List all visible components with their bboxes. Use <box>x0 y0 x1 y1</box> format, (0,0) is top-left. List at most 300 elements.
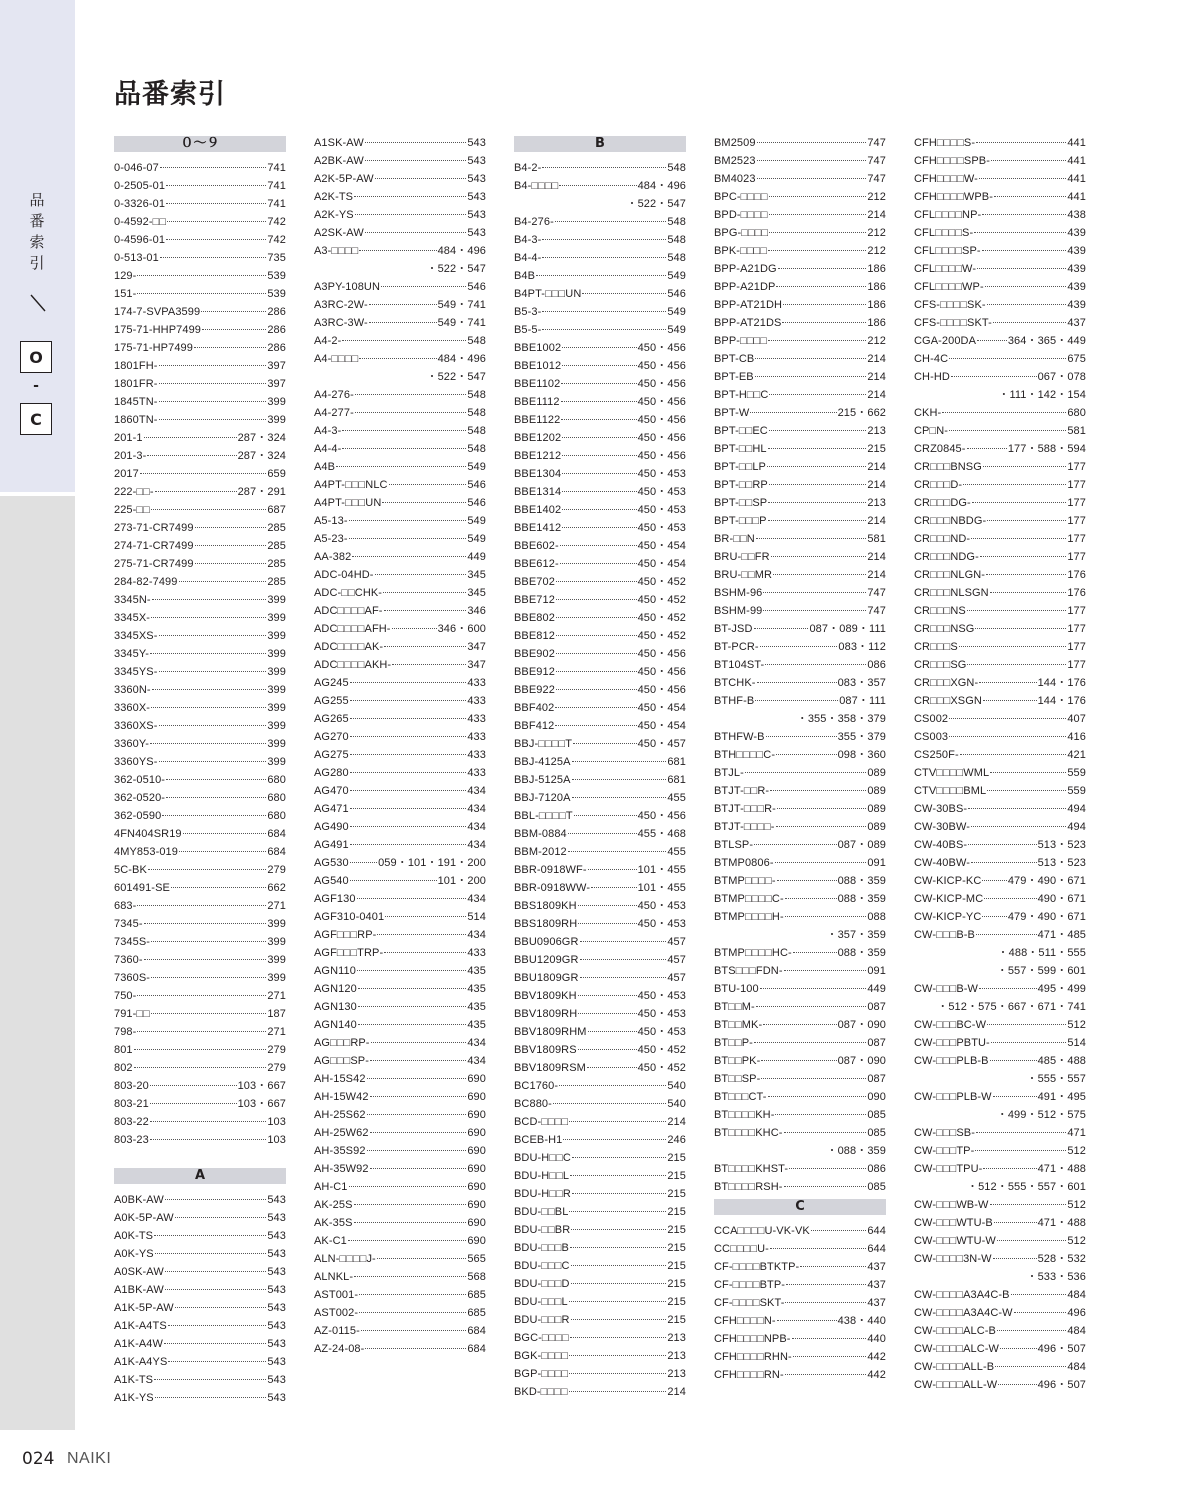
part-number: BSHM-99 <box>714 605 763 617</box>
dot-leader <box>354 1204 467 1205</box>
dot-leader <box>359 250 436 251</box>
page-ref: ・111・142・154 <box>998 389 1086 401</box>
part-number: AGF□□□RP- <box>314 929 377 941</box>
page-ref: 085 <box>867 1181 886 1193</box>
dot-leader <box>367 1114 467 1115</box>
index-entry <box>914 728 1086 746</box>
part-number: A4-277- <box>314 407 354 419</box>
index-entry <box>914 278 1086 296</box>
part-number: AZ-0115- <box>314 1325 360 1337</box>
index-entry <box>114 807 286 825</box>
part-number: AG255 <box>314 695 349 707</box>
part-number: CFH□□□□WPB- <box>914 191 994 203</box>
index-entry <box>314 962 486 980</box>
part-number: A4-□□□□ <box>314 353 359 365</box>
dot-leader <box>159 419 267 420</box>
dot-leader <box>162 815 266 816</box>
dot-leader <box>984 898 1036 899</box>
dot-leader <box>350 700 467 701</box>
part-number: AST002- <box>314 1307 359 1319</box>
page-ref: 455 <box>667 846 686 858</box>
page-ref: 559 <box>1067 767 1086 779</box>
dot-leader <box>342 448 466 449</box>
index-entry <box>914 350 1086 368</box>
part-number: BBE1122 <box>514 414 561 426</box>
page-ref: 434 <box>467 785 486 797</box>
page-ref: 450・454 <box>637 558 686 570</box>
index-entry <box>314 566 486 584</box>
index-entry <box>914 926 1086 944</box>
dot-leader <box>542 257 666 258</box>
page-ref: 177 <box>1067 641 1086 653</box>
dot-leader <box>993 1096 1037 1097</box>
page-ref: 214 <box>867 551 886 563</box>
part-number: BT□□□□RSH- <box>714 1181 783 1193</box>
page-ref: 543 <box>467 227 486 239</box>
page-ref: 437 <box>1067 317 1086 329</box>
dot-leader <box>763 592 866 593</box>
part-number: CF-□□□□BTP- <box>714 1279 786 1291</box>
part-number: BPP-□□□□ <box>714 335 768 347</box>
dot-leader <box>166 779 266 780</box>
index-entry <box>314 1232 486 1250</box>
part-number: BPT-CB <box>714 353 755 365</box>
part-number: CKH- <box>914 407 942 419</box>
part-number: BGK-□□□□ <box>514 1350 569 1362</box>
index-entry <box>914 818 1086 836</box>
index-entry <box>914 170 1086 188</box>
part-number: BBM-0884 <box>514 828 567 840</box>
page-ref: 496・507 <box>1037 1379 1086 1391</box>
page-ref: 747 <box>867 587 886 599</box>
part-number: A4-276- <box>314 389 354 401</box>
index-entry <box>314 440 486 458</box>
part-number: CH-HD <box>914 371 950 383</box>
index-entry <box>514 1149 686 1167</box>
part-number: CF-□□□□BTKTP- <box>714 1261 800 1273</box>
dot-leader <box>134 1049 267 1050</box>
part-number: AG530 <box>314 857 349 869</box>
page-ref: 512 <box>1067 1145 1086 1157</box>
dot-leader <box>150 1085 237 1086</box>
part-number: AH-C1 <box>314 1181 348 1193</box>
dot-leader <box>195 527 267 528</box>
dot-leader <box>350 682 467 683</box>
page-ref: 399 <box>267 684 286 696</box>
part-number: BCD-□□□□ <box>514 1116 569 1128</box>
dot-leader <box>785 1374 867 1375</box>
page-ref: 101・455 <box>637 882 686 894</box>
index-entry <box>514 789 686 807</box>
part-number: A0K-TS <box>114 1230 154 1242</box>
page-ref: 514 <box>467 911 486 923</box>
page-ref: 214 <box>667 1116 686 1128</box>
dot-leader <box>588 869 637 870</box>
dot-leader <box>994 1222 1037 1223</box>
part-number: B4-4- <box>514 252 542 264</box>
index-entry <box>714 782 886 800</box>
part-number: BBS1809KH <box>514 900 577 912</box>
index-entry <box>514 915 686 933</box>
index-entry <box>714 224 886 242</box>
part-number: 802 <box>114 1062 133 1074</box>
index-entry <box>514 447 686 465</box>
page-ref: 279 <box>267 864 286 876</box>
dot-leader <box>756 1006 867 1007</box>
part-number: A4PT-□□□NLC <box>314 479 388 491</box>
index-entry <box>914 638 1086 656</box>
part-number: 3360XS- <box>114 720 158 732</box>
page-ref: 450・456 <box>637 414 686 426</box>
dot-leader <box>968 844 1036 845</box>
page-ref: 214 <box>867 461 886 473</box>
part-number: B4-276- <box>514 216 554 228</box>
part-number: CH-4C <box>914 353 949 365</box>
index-entry-continuation <box>314 260 486 278</box>
index-entry <box>914 1196 1086 1214</box>
part-number: BBE1012 <box>514 360 562 372</box>
page-ref: 684 <box>267 846 286 858</box>
part-number: A3RC-3W- <box>314 317 368 329</box>
dot-leader <box>354 1276 466 1277</box>
page-ref: 565 <box>467 1253 486 1265</box>
page-ref: 644 <box>867 1225 886 1237</box>
part-number: BDU-H□□C <box>514 1152 571 1164</box>
part-number: AGF□□□TRP- <box>314 947 384 959</box>
index-entry <box>514 933 686 951</box>
page-ref: 399 <box>267 918 286 930</box>
page-ref: 742 <box>267 216 286 228</box>
dot-leader <box>974 232 1066 233</box>
page-ref: 450・456 <box>637 450 686 462</box>
page-ref: 177 <box>1067 479 1086 491</box>
index-entry <box>114 933 286 951</box>
part-number: CFL□□□□S- <box>914 227 974 239</box>
part-number: BBJ-□□□□T <box>514 738 573 750</box>
page-ref: 741 <box>267 198 286 210</box>
dot-leader <box>977 268 1066 269</box>
dot-leader <box>357 970 466 971</box>
page-ref: 087 <box>867 1037 886 1049</box>
part-number: BT□□SP- <box>714 1073 761 1085</box>
index-entry <box>114 1353 286 1371</box>
index-entry <box>914 692 1086 710</box>
dot-leader <box>1014 1312 1067 1313</box>
index-entry <box>514 1221 686 1239</box>
page-ref: 494 <box>1067 821 1086 833</box>
part-number: B4-3- <box>514 234 542 246</box>
part-number: AZ-24-08- <box>314 1343 365 1355</box>
index-entry <box>114 663 286 681</box>
dot-leader <box>998 1384 1036 1385</box>
dot-leader <box>367 1078 467 1079</box>
page-ref: ・512・575・667・671・741 <box>937 1001 1086 1013</box>
page-ref: 345 <box>467 587 486 599</box>
index-entry <box>914 908 1086 926</box>
dot-leader <box>971 862 1037 863</box>
index-entry <box>714 764 886 782</box>
page-ref: 213 <box>867 497 886 509</box>
part-number: CFH□□□□RN- <box>714 1369 784 1381</box>
page-ref: 512 <box>1067 1235 1086 1247</box>
index-entry <box>314 242 486 260</box>
page-ref: 347 <box>467 659 486 671</box>
page-ref: 103・667 <box>237 1098 286 1110</box>
index-entry <box>914 530 1086 548</box>
index-entry <box>314 530 486 548</box>
part-number: 803-21 <box>114 1098 149 1110</box>
dot-leader <box>355 214 467 215</box>
dot-leader <box>175 1217 267 1218</box>
part-number: AGN130 <box>314 1001 357 1013</box>
part-number: BDU-□□BL <box>514 1206 569 1218</box>
part-number: A2K-YS <box>314 209 354 221</box>
dot-leader <box>573 743 637 744</box>
part-number: BBV1809RH <box>514 1008 578 1020</box>
index-entry <box>514 1077 686 1095</box>
page-ref: 437 <box>867 1297 886 1309</box>
index-entry <box>914 620 1086 638</box>
index-entry <box>314 1268 486 1286</box>
part-number: BTHFW-B <box>714 731 765 743</box>
index-entry <box>314 818 486 836</box>
page-ref: 399 <box>267 396 286 408</box>
page-ref: 215 <box>667 1242 686 1254</box>
part-number: 1801FH- <box>114 360 158 372</box>
index-entry-continuation <box>914 1268 1086 1286</box>
part-number: B5-3- <box>514 306 542 318</box>
page-ref: 684 <box>467 1343 486 1355</box>
dot-leader <box>155 1253 267 1254</box>
page-ref: 543 <box>467 209 486 221</box>
index-entry-continuation <box>914 944 1086 962</box>
page-ref: 214 <box>867 371 886 383</box>
index-entry <box>314 152 486 170</box>
part-number: CR□□□XGN- <box>914 677 979 689</box>
index-entry <box>314 998 486 1016</box>
index-entry <box>114 717 286 735</box>
page-ref: 271 <box>267 900 286 912</box>
index-entry <box>714 980 886 998</box>
index-entry <box>314 908 486 926</box>
dot-leader <box>569 1121 666 1122</box>
page-ref: 450・453 <box>637 486 686 498</box>
dot-leader <box>556 617 637 618</box>
page-ref: 215 <box>867 443 886 455</box>
part-number: CFL□□□□SP- <box>914 245 981 257</box>
part-number: 750- <box>114 990 137 1002</box>
dot-leader <box>159 401 267 402</box>
index-entry <box>714 188 886 206</box>
page-ref: 438 <box>1067 209 1086 221</box>
page-ref: 215 <box>667 1278 686 1290</box>
part-number: CP□N- <box>914 425 949 437</box>
part-number: B5-5- <box>514 324 542 336</box>
index-entry <box>914 1376 1086 1394</box>
page-ref: 543 <box>267 1194 286 1206</box>
page-ref: 450・453 <box>637 990 686 1002</box>
page-ref: 450・456 <box>637 684 686 696</box>
part-number: AGN140 <box>314 1019 357 1031</box>
page-ref: 434 <box>467 803 486 815</box>
dot-leader <box>985 286 1067 287</box>
dot-leader <box>151 1013 266 1014</box>
index-entry <box>714 1160 886 1178</box>
dot-leader <box>350 880 437 881</box>
dot-leader <box>580 941 667 942</box>
page-ref: 177 <box>1067 659 1086 671</box>
page-ref: 450・452 <box>637 1044 686 1056</box>
dot-leader <box>563 1139 666 1140</box>
part-number: BTH□□□□C- <box>714 749 776 761</box>
index-entry <box>314 620 486 638</box>
page-ref: 543 <box>267 1302 286 1314</box>
dot-leader <box>140 473 266 474</box>
dot-leader <box>542 167 666 168</box>
dot-leader <box>975 628 1066 629</box>
part-number: CW-□□□SB- <box>914 1127 975 1139</box>
part-number: CR□□□D- <box>914 479 963 491</box>
dot-leader <box>556 689 637 690</box>
dot-leader <box>359 358 436 359</box>
dot-leader <box>342 430 466 431</box>
part-number: 7360- <box>114 954 143 966</box>
index-entry <box>114 1317 286 1335</box>
page-ref: 439 <box>1067 299 1086 311</box>
dot-leader <box>750 412 836 413</box>
part-number: CFH□□□□SPB- <box>914 155 990 167</box>
dot-leader <box>765 664 866 665</box>
part-number: BBU1209GR <box>514 954 579 966</box>
index-entry <box>314 1304 486 1322</box>
page-ref: ・522・547 <box>426 371 486 383</box>
index-entry <box>314 350 486 368</box>
dot-leader <box>144 923 267 924</box>
dot-leader <box>963 484 1066 485</box>
index-entry <box>914 512 1086 530</box>
index-entry <box>714 890 886 908</box>
dot-leader <box>555 725 636 726</box>
part-number: CW-30BS- <box>914 803 968 815</box>
page-ref: 543 <box>267 1356 286 1368</box>
part-number: BPT-EB <box>714 371 754 383</box>
part-number: 175-71-HP7499 <box>114 342 193 354</box>
part-number: CR□□□NSG <box>914 623 975 635</box>
index-entry <box>314 638 486 656</box>
page-ref: ・522・547 <box>626 198 686 210</box>
index-entry <box>514 555 686 573</box>
part-number: AG270 <box>314 731 349 743</box>
page-ref: 484・496 <box>637 180 686 192</box>
part-number: BBR-0918WF- <box>514 864 587 876</box>
page-ref: 083・112 <box>838 641 886 653</box>
dot-leader <box>159 761 267 762</box>
part-number: BBE1402 <box>514 504 562 516</box>
page-ref: 433 <box>467 947 486 959</box>
index-entry <box>314 548 486 566</box>
dot-leader <box>776 286 866 287</box>
part-number: ADC-□□CHK- <box>314 587 383 599</box>
part-number: BBE802 <box>514 612 555 624</box>
page-ref: 546 <box>667 288 686 300</box>
dot-leader <box>570 1337 666 1338</box>
index-entry <box>914 674 1086 692</box>
index-entry <box>514 1347 686 1365</box>
part-number: BBJ-7120A <box>514 792 571 804</box>
index-entry <box>114 735 286 753</box>
page-ref: 433 <box>467 677 486 689</box>
page-ref: 548 <box>467 443 486 455</box>
range-to-box: C <box>20 403 52 435</box>
part-number: CR□□□ND- <box>914 533 971 545</box>
part-number: BRU-□□MR <box>714 569 773 581</box>
dot-leader <box>570 1247 666 1248</box>
dot-leader <box>782 322 866 323</box>
index-entry <box>714 530 886 548</box>
index-entry <box>314 476 486 494</box>
index-entry <box>314 1214 486 1232</box>
dot-leader <box>134 1067 267 1068</box>
part-number: B4B <box>514 270 536 282</box>
page-ref: 187 <box>267 1008 286 1020</box>
page-ref: 539 <box>267 270 286 282</box>
index-entry <box>314 458 486 476</box>
part-number: 2017 <box>114 468 139 480</box>
dot-leader <box>975 1150 1066 1151</box>
part-number: AH-35S92 <box>314 1145 366 1157</box>
page-ref: 176 <box>1067 569 1086 581</box>
dot-leader <box>571 1265 667 1266</box>
dot-leader <box>768 250 866 251</box>
part-number: A4-3- <box>314 425 342 437</box>
page-ref: 287・324 <box>237 450 286 462</box>
page-ref: 450・452 <box>637 612 686 624</box>
index-entry <box>514 177 686 195</box>
page-ref: 089 <box>867 803 886 815</box>
index-entry <box>114 249 286 267</box>
sidebar-background <box>0 496 75 1430</box>
index-entry <box>514 1203 686 1221</box>
dot-leader <box>769 232 866 233</box>
dot-leader <box>168 1325 267 1326</box>
dot-leader <box>778 268 867 269</box>
dot-leader <box>591 887 637 888</box>
dot-leader <box>569 1355 666 1356</box>
page-ref: 450・456 <box>637 432 686 444</box>
page-ref: 512 <box>1067 1019 1086 1031</box>
part-number: CR□□□NDG- <box>914 551 979 563</box>
dot-leader <box>179 581 267 582</box>
part-number: A4PT-□□□UN <box>314 497 382 509</box>
index-entry <box>514 1383 686 1401</box>
dot-leader <box>381 286 466 287</box>
index-entry <box>114 357 286 375</box>
part-number: CW-□□□□A3A4C-B <box>914 1289 1010 1301</box>
part-number: A1K-YS <box>114 1392 154 1404</box>
page-ref: 059・101・191・200 <box>378 857 486 869</box>
page-ref: ・355・358・379 <box>796 713 886 725</box>
page-ref: 439 <box>1067 263 1086 275</box>
index-entry <box>714 350 886 368</box>
page-number: 024 <box>22 1449 55 1469</box>
dot-leader <box>183 833 267 834</box>
index-entry <box>914 548 1086 566</box>
page-ref: 441 <box>1067 191 1086 203</box>
index-entry <box>314 710 486 728</box>
page-ref: 434 <box>467 1055 486 1067</box>
dot-leader <box>569 1373 666 1374</box>
part-number: BBU1809GR <box>514 972 579 984</box>
